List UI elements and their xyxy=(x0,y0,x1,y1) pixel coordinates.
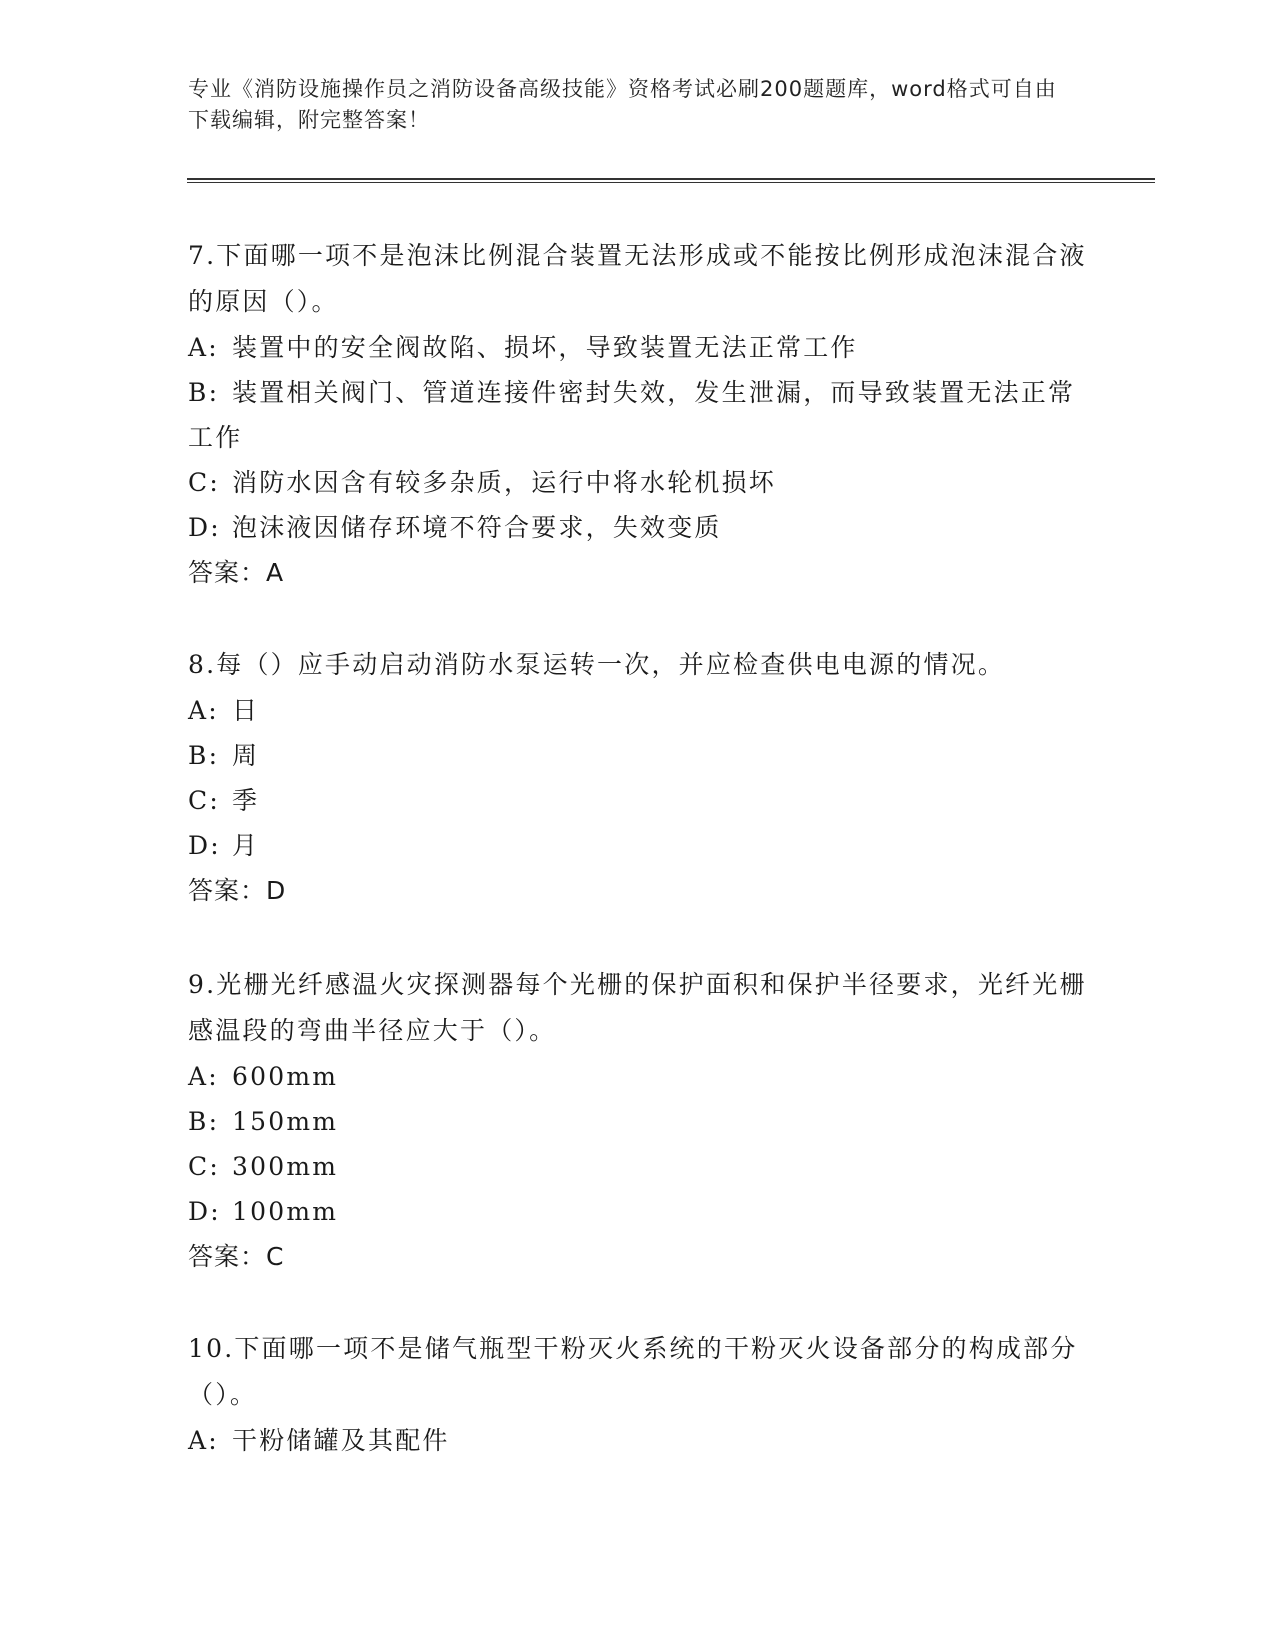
option-text: 装置相关阀门、管道连接件密封失效，发生泄漏，而导致装置无法正常工作 xyxy=(188,378,1076,452)
option-text: 装置中的安全阀故陷、损坏，导致装置无法正常工作 xyxy=(232,333,858,362)
question-stem: 10.下面哪一项不是储气瓶型干粉灭火系统的干粉灭火设备部分的构成部分（）。 xyxy=(188,1334,1078,1409)
option-a xyxy=(188,1418,1088,1463)
option-c xyxy=(188,778,1088,823)
option-a xyxy=(188,688,1088,733)
option-c xyxy=(188,460,1088,505)
option-text: 日 xyxy=(232,696,260,725)
option-text: 150mm xyxy=(232,1107,339,1136)
option-text: 600mm xyxy=(232,1062,339,1091)
option-key: A: xyxy=(188,1426,219,1455)
option-key: A: xyxy=(188,333,219,362)
option-d xyxy=(188,1189,1088,1234)
question-7 xyxy=(188,233,1088,596)
option-d xyxy=(188,823,1088,868)
question-10 xyxy=(188,1326,1088,1463)
option-text: 泡沫液因储存环境不符合要求，失效变质 xyxy=(232,513,722,542)
question-stem: 7.下面哪一项不是泡沫比例混合装置无法形成或不能按比例形成泡沫混合液的原因（）。 xyxy=(188,241,1087,316)
option-key: B: xyxy=(188,741,220,770)
document-header xyxy=(188,74,1068,136)
option-b xyxy=(188,1099,1088,1144)
answer-line: 答案：A xyxy=(188,558,285,587)
answer-line: 答案：C xyxy=(188,1242,285,1271)
question-8 xyxy=(188,642,1088,914)
option-text: 周 xyxy=(232,741,260,770)
option-key: C: xyxy=(188,468,220,497)
option-a xyxy=(188,1054,1088,1099)
option-text: 季 xyxy=(232,786,260,815)
header-divider xyxy=(187,178,1155,183)
option-key: D: xyxy=(188,513,221,542)
option-key: A: xyxy=(188,1062,219,1091)
answer-line: 答案：D xyxy=(188,876,287,905)
option-key: B: xyxy=(188,1107,220,1136)
option-text: 100mm xyxy=(232,1197,339,1226)
option-key: A: xyxy=(188,696,219,725)
header-intro-text: 专业《消防设施操作员之消防设备高级技能》资格考试必刷200题题库，word格式可自由下载编辑，附完整答案！ xyxy=(188,77,1057,132)
question-9 xyxy=(188,962,1088,1280)
option-d xyxy=(188,505,1088,550)
option-b xyxy=(188,370,1088,460)
option-text: 300mm xyxy=(232,1152,339,1181)
option-c xyxy=(188,1144,1088,1189)
option-text: 消防水因含有较多杂质，运行中将水轮机损坏 xyxy=(232,468,777,497)
option-text: 月 xyxy=(232,831,260,860)
option-key: C: xyxy=(188,786,220,815)
option-text: 干粉储罐及其配件 xyxy=(232,1426,450,1455)
option-key: D: xyxy=(188,1197,221,1226)
option-key: B: xyxy=(188,378,220,407)
option-a xyxy=(188,325,1088,370)
option-key: D: xyxy=(188,831,221,860)
option-key: C: xyxy=(188,1152,220,1181)
question-stem: 9.光栅光纤感温火灾探测器每个光栅的保护面积和保护半径要求，光纤光栅感温段的弯曲半径应大于（）。 xyxy=(188,970,1087,1045)
option-b xyxy=(188,733,1088,778)
question-stem: 8.每（）应手动启动消防水泵运转一次，并应检查供电电源的情况。 xyxy=(188,650,1006,679)
